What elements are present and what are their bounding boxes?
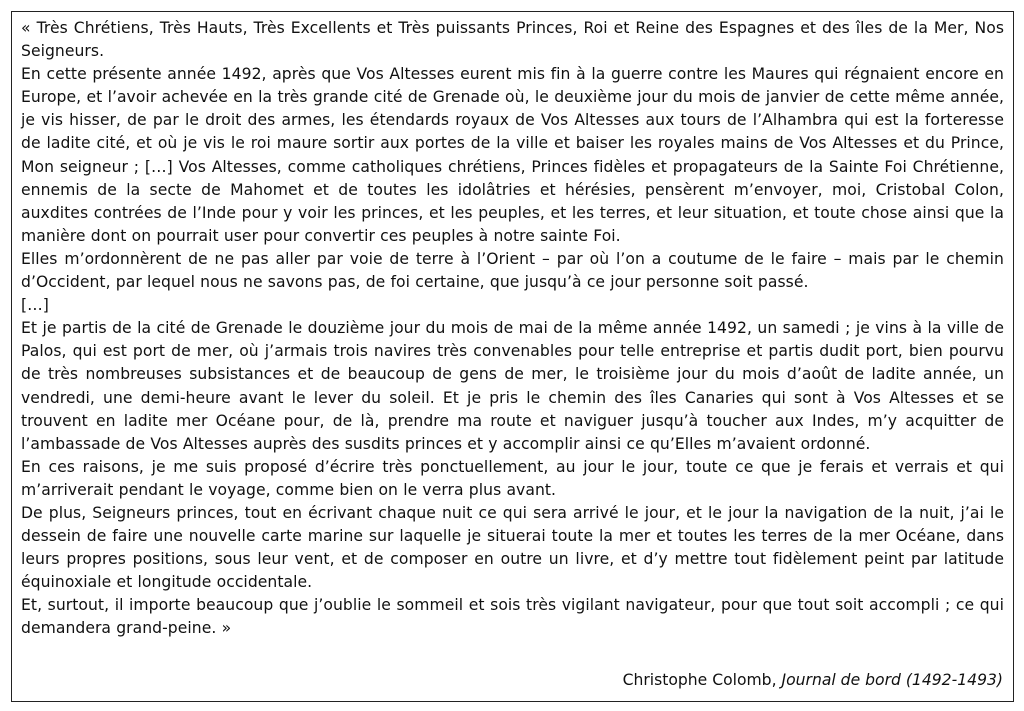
quote-text bbox=[21, 17, 1004, 641]
paragraph-ellipsis: […] bbox=[21, 296, 49, 315]
paragraph-raisons: En ces raisons, je me suis proposé d’écrire très ponctuellement, au jour le jour, toute ce que je ferais et verrais et qui m’arriverait pendant le voyage, comme bien on le verra plus avant. bbox=[21, 457, 1004, 499]
quote-frame bbox=[11, 11, 1014, 702]
attribution bbox=[623, 669, 1003, 692]
paragraph-depart: Et je partis de la cité de Grenade le douzième jour du mois de mai de la même année 1492, un samedi ; je vins à la ville de Palos, qui est port de mer, où j’armais trois navires très convenables pour telle entreprise et partis dudit port, bien pourvu de très nombreuses subsistances et de beaucoup de gens de mer, le troisième jour du mois d’août de ladite année, un vendredi, une demi-heure avant le lever du soleil. Et je pris le chemin des îles Canaries qui sont à Vos Altesses et se trouvent en ladite mer Océane pour, de là, prendre ma route et naviguer jusqu’à toucher aux Indes, m’y acquitter de l’ambassade de Vos Altesses auprès des susdits princes et y accomplir ainsi ce qu’Elles m’avaient ordonné. bbox=[21, 319, 1004, 453]
paragraph-occident: Elles m’ordonnèrent de ne pas aller par voie de terre à l’Orient – par où l’on a coutume de le faire – mais par le chemin d’Occident, par lequel nous ne savons pas, de foi certaine, que jusqu’à ce jour personne soit passé. bbox=[21, 249, 1004, 292]
paragraph-sommeil: Et, surtout, il importe beaucoup que j’oublie le sommeil et sois très vigilant navigateur, pour que tout soit accompli ; ce qui demandera grand-peine. » bbox=[21, 596, 1004, 638]
attribution-author: Christophe Colomb, bbox=[622, 671, 777, 689]
paragraph-grenade: En cette présente année 1492, après que Vos Altesses eurent mis fin à la guerre contre les Maures qui régnaient encore en Europe, et l’avoir achevée en la très grande cité de Grenade où, le deuxième jour du mois de janvier de cette même année, je vis hisser, de par le droit des armes, les étendards royaux de Vos Altesses aux tours de l’Alhambra qui est la forteresse de ladite cité, et où je vis le roi maure sortir aux portes de la ville et baiser les royales mains de Vos Altesses et du Prince, Mon seigneur ; […] Vos Altesses, comme catholiques chrétiens, Princes fidèles et propagateurs de la Sainte Foi Chrétienne, ennemis de la secte de Mahomet et de toutes les idolâtries et hérésies, pensèrent m’envoyer, moi, Cristobal Colon, auxdites contrées de l’Inde pour y voir les princes, et les peuples, et les terres, et leur situation, et toute chose ainsi que la manière dont on pourrait user pour convertir ces peuples à notre sainte Foi. bbox=[21, 65, 1004, 245]
attribution-work: Journal de bord (1492-1493) bbox=[781, 671, 1003, 689]
paragraph-carte: De plus, Seigneurs princes, tout en écrivant chaque nuit ce qui sera arrivé le jour, et le jour la navigation de la nuit, j’ai le dessein de faire une nouvelle carte marine sur laquelle je situerai toute la mer et toutes les terres de la mer Océane, dans leurs propres positions, sous leur vent, et de composer en outre un livre, et d’y mettre tout fidèlement peint par latitude équinoxiale et longitude occidentale. bbox=[21, 503, 1004, 592]
paragraph-salutation: « Très Chrétiens, Très Hauts, Très Excellents et Très puissants Princes, Roi et Reine des Espagnes et des îles de la Mer, Nos Seigneurs. bbox=[21, 19, 1004, 61]
